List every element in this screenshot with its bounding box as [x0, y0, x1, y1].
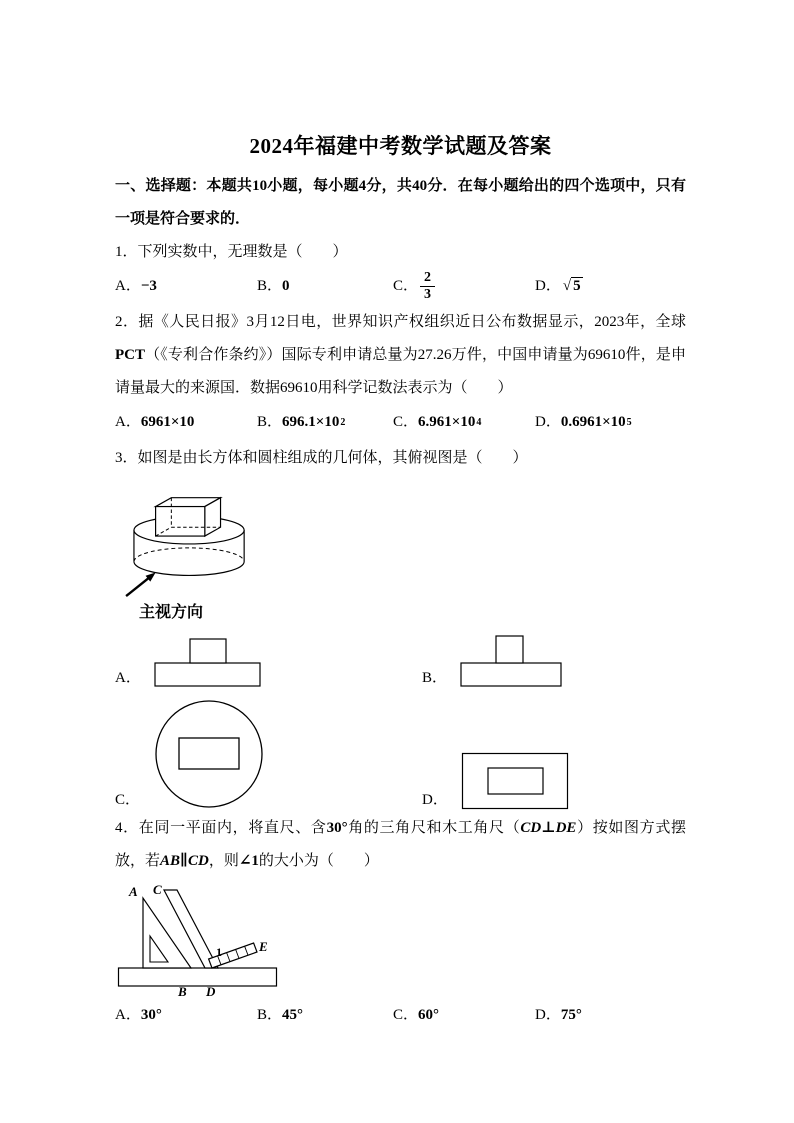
page-title: 2024年福建中考数学试题及答案	[249, 134, 552, 158]
q1-option-a	[115, 270, 257, 303]
q2-option-c-exponent: 4	[476, 416, 482, 428]
q3-option-c-label: C．	[115, 792, 141, 809]
q4-option-d	[535, 999, 686, 1032]
q4-option-d-label: D．	[535, 1006, 561, 1023]
q3-option-b	[422, 634, 564, 688]
q2-option-d-value: 0.6961×10	[560, 414, 626, 431]
top-square	[496, 636, 523, 663]
q4-option-c	[393, 999, 535, 1032]
q3-solid-figure	[117, 479, 267, 601]
q4-label-c: C	[153, 881, 162, 897]
q1-option-c-fraction	[420, 270, 435, 303]
q4-text-part1: 4．在同一平面内，将直尺、含	[115, 819, 327, 836]
q4-text-part3: ）按如图方式摆放，若	[115, 819, 686, 869]
q4-option-a-label: A．	[115, 1006, 141, 1023]
q4-label-a: A	[129, 883, 138, 899]
q2-text-pct: PCT	[115, 347, 145, 364]
base-rect	[155, 663, 260, 686]
q2-option-c-value: 6.961×10	[418, 414, 476, 431]
question-1-text: 1．下列实数中，无理数是（ ）	[115, 244, 348, 260]
fraction-denominator: 3	[424, 287, 432, 303]
q2-option-a	[115, 406, 257, 439]
q3-option-d	[422, 752, 571, 810]
view-direction-arrow-icon	[126, 573, 156, 597]
radicand: 5	[573, 278, 581, 295]
q1-option-b-value: 0	[282, 278, 290, 295]
q3-option-a	[115, 634, 422, 688]
q4-option-c-value: 60°	[418, 1006, 440, 1023]
q3-option-b-figure	[460, 634, 564, 688]
q1-option-d-label: D．	[535, 278, 561, 295]
base-rect	[461, 663, 561, 686]
q4-text-part2: 角的三角尺和木工角尺（	[347, 819, 521, 836]
q4-angle-30: 30°	[326, 819, 348, 836]
q3-option-c	[115, 698, 422, 810]
q4-option-d-value: 75°	[560, 1006, 582, 1023]
q1-option-c	[393, 270, 535, 303]
q4-cd-perp-de: CD⊥DE	[520, 819, 577, 836]
q1-option-a-value: −3	[140, 278, 157, 295]
q1-option-d	[535, 270, 686, 303]
q2-text-part2: （《专利合作条约》）国际专利申请总量为27.26万件，中国申请量为69610件，是申请量最大的来源国．数据69610用科学记数法表示为（ ）	[115, 347, 686, 397]
q3-option-d-label: D．	[422, 792, 448, 809]
box-shape	[156, 498, 221, 536]
q4-option-a-value: 30°	[140, 1006, 162, 1023]
q4-option-a	[115, 999, 257, 1032]
q1-option-b-label: B．	[257, 278, 283, 295]
question-2-text	[115, 306, 686, 405]
q3-option-b-label: B．	[422, 670, 448, 687]
q3-option-a-label: A．	[115, 670, 141, 687]
q4-option-b-value: 45°	[282, 1006, 304, 1023]
q4-figure	[117, 882, 686, 998]
top-rect	[190, 639, 226, 663]
question-2-options	[115, 406, 686, 439]
question-1-options	[115, 270, 686, 303]
q4-label-e: E	[259, 938, 268, 954]
q3-option-d-figure	[461, 752, 571, 810]
q1-option-c-label: C．	[393, 278, 419, 295]
q4-ruler-figure	[117, 882, 289, 998]
q4-label-b: B	[178, 983, 187, 998]
q4-angle-1: ∠1	[238, 852, 259, 869]
q2-option-a-value: 6961×10	[140, 414, 195, 431]
q2-option-a-label: A．	[115, 414, 141, 431]
q2-option-b-value: 696.1×10	[282, 414, 340, 431]
q2-option-d-exponent: 5	[626, 416, 632, 428]
q4-text-part5: 的大小为（ ）	[258, 852, 379, 869]
q4-text-part4: ，则	[208, 852, 239, 869]
q4-label-angle-1: 1	[216, 944, 222, 959]
q3-option-c-figure	[153, 698, 265, 810]
q3-figure	[117, 479, 686, 624]
q2-option-d	[535, 406, 686, 439]
q2-text-part1: 2．据《人民日报》3月12日电，世界知识产权组织近日公布数据显示，2023年，全球	[115, 314, 686, 331]
q4-option-b-label: B．	[257, 1006, 283, 1023]
q2-option-c-label: C．	[393, 414, 419, 431]
q4-option-b	[257, 999, 393, 1032]
q1-option-a-label: A．	[115, 278, 141, 295]
bottom-ruler-shape	[119, 968, 277, 986]
inner-rect	[179, 738, 239, 769]
inner-rect	[488, 768, 543, 794]
question-3-text: 3．如图是由长方体和圆柱组成的几何体，其俯视图是（ ）	[115, 450, 528, 467]
q3-options-row-2	[115, 698, 686, 810]
q1-option-d-sqrt	[563, 270, 583, 303]
q3-options-row-1	[115, 634, 686, 688]
q2-option-c	[393, 406, 535, 439]
q4-ab-parallel-cd: AB∥CD	[160, 852, 209, 869]
section-header: 一、选择题：本题共10小题，每小题4分，共40分．在每小题给出的四个选项中，只有一项是符合要求的．	[115, 178, 686, 227]
fraction-numerator: 2	[420, 270, 435, 287]
question-4-options	[115, 999, 686, 1032]
q4-label-d: D	[206, 983, 216, 998]
q3-figure-caption: 主视方向	[139, 604, 204, 622]
question-4-text	[115, 812, 686, 878]
q2-option-b-exponent: 2	[340, 416, 346, 428]
q1-option-b	[257, 270, 393, 303]
q4-option-c-label: C．	[393, 1006, 419, 1023]
q3-option-a-figure	[154, 634, 262, 688]
radical-sign: √	[562, 278, 572, 295]
q2-option-b	[257, 406, 393, 439]
q2-option-b-label: B．	[257, 414, 283, 431]
q2-option-d-label: D．	[535, 414, 561, 431]
